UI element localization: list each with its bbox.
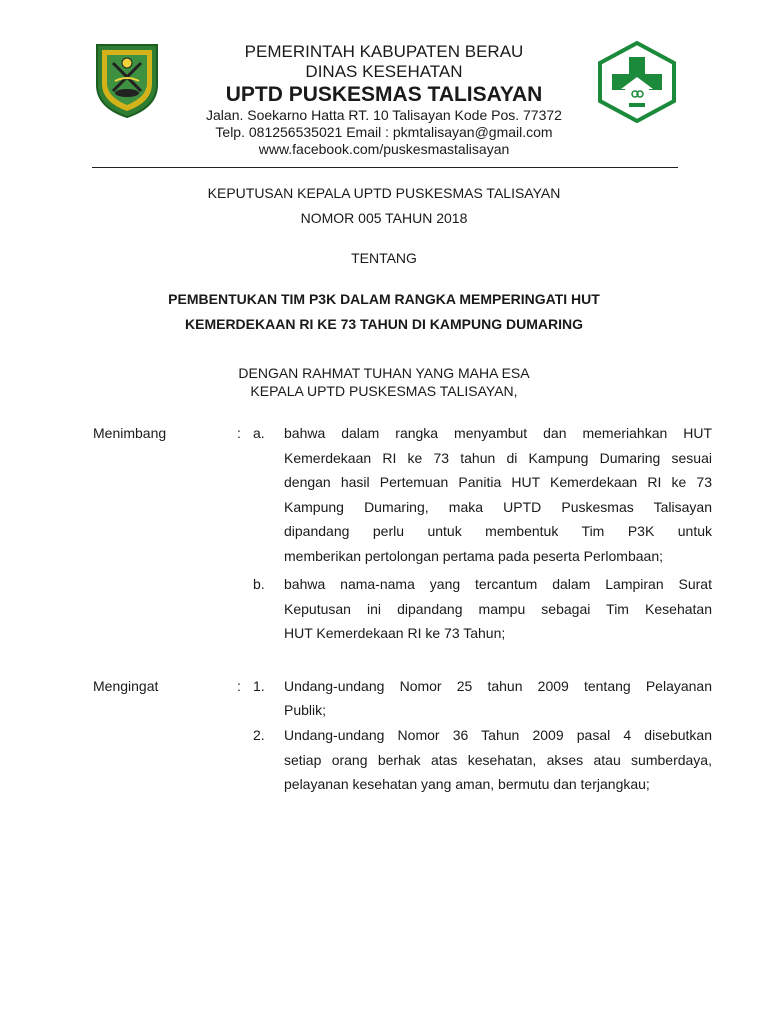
- decision-subject-line1: PEMBENTUKAN TIM P3K DALAM RANGKA MEMPERINGATI HUT: [168, 291, 600, 307]
- header-title: UPTD PUSKESMAS TALISAYAN: [225, 83, 543, 106]
- text-line: Undang-undang Nomor 36 Tahun 2009 pasal 4 disebutkan: [284, 727, 712, 743]
- head-line: KEPALA UPTD PUSKESMAS TALISAYAN,: [250, 383, 518, 399]
- text-line: Publik;: [284, 702, 327, 718]
- text-line: setiap orang berhak atas kesehatan, akses atau sumberdaya,: [284, 751, 712, 768]
- mengingat-item-marker: 1.: [253, 678, 265, 694]
- text-line: Kemerdekaan RI ke 73 tahun di Kampung Dumaring sesuai: [284, 449, 712, 466]
- text-line: HUT Kemerdekaan RI ke 73 Tahun;: [284, 625, 506, 642]
- text-line: pelayanan kesehatan yang aman, bermutu dan terjangkau;: [284, 776, 650, 793]
- mengingat-item-2: [284, 726, 712, 800]
- mengingat-colon: :: [237, 678, 241, 694]
- mengingat-label: Mengingat: [93, 678, 159, 694]
- menimbang-item-a: [284, 424, 712, 572]
- text-line: memberikan pertolongan pertama pada peserta Perlombaan;: [284, 547, 664, 564]
- header-address: Jalan. Soekarno Hatta RT. 10 Talisayan Kode Pos. 77372: [206, 107, 562, 123]
- header-website: www.facebook.com/puskesmastalisayan: [258, 141, 510, 157]
- header-government: PEMERINTAH KABUPATEN BERAU: [244, 42, 524, 61]
- header-contact: Telp. 081256535021 Email : pkmtalisayan@gmail.com: [215, 124, 553, 140]
- mengingat-item-marker: 2.: [253, 727, 265, 743]
- decision-about: TENTANG: [351, 250, 417, 266]
- menimbang-item-b: [284, 575, 712, 649]
- text-line: Kampung Dumaring, maka UPTD Puskesmas Talisayan: [284, 498, 712, 515]
- header-department: DINAS KESEHATAN: [305, 62, 463, 81]
- menimbang-label: Menimbang: [93, 425, 167, 441]
- menimbang-item-marker: b.: [253, 576, 265, 592]
- mengingat-item-1: [284, 677, 712, 726]
- grace-line: DENGAN RAHMAT TUHAN YANG MAHA ESA: [238, 365, 530, 381]
- text-line: dipandang perlu untuk membentuk Tim P3K untuk: [284, 523, 712, 540]
- menimbang-item-marker: a.: [253, 425, 265, 441]
- text-line: Keputusan ini dipandang mampu sebagai Tim Kesehatan: [284, 600, 712, 617]
- text-line: Undang-undang Nomor 25 tahun 2009 tentang Pelayanan: [284, 678, 712, 694]
- menimbang-colon: :: [237, 425, 241, 441]
- text-line: bahwa dalam rangka menyambut dan memeriahkan HUT: [284, 425, 712, 441]
- header-divider: [92, 167, 678, 168]
- text-line: bahwa nama-nama yang tercantum dalam Lampiran Surat: [284, 576, 712, 592]
- decision-title: KEPUTUSAN KEPALA UPTD PUSKESMAS TALISAYAN: [207, 185, 561, 201]
- text-line: dengan hasil Pertemuan Panitia HUT Kemerdekaan RI ke 73: [284, 474, 712, 491]
- decision-subject-line2: KEMERDEKAAN RI KE 73 TAHUN DI KAMPUNG DUMARING: [185, 316, 583, 332]
- decision-number: NOMOR 005 TAHUN 2018: [300, 210, 468, 226]
